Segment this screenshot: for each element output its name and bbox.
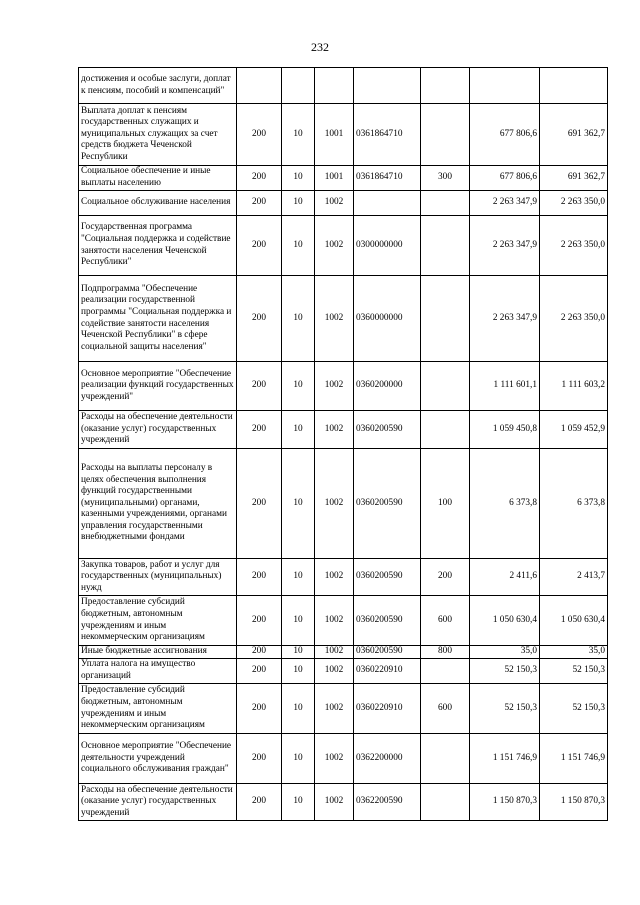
row-target-article-cell: 0360200590 bbox=[354, 411, 421, 449]
row-subsection-cell: 1002 bbox=[315, 559, 354, 596]
row-code-a-cell: 200 bbox=[237, 659, 282, 684]
table-row bbox=[79, 659, 608, 684]
row-section-cell: 10 bbox=[282, 449, 315, 559]
row-name-cell: достижения и особые заслуги, доплат к пенсиям, пособий и компенсаций" bbox=[79, 68, 237, 104]
row-expense-type-cell: 800 bbox=[421, 646, 470, 659]
row-expense-type-cell bbox=[421, 68, 470, 104]
row-expense-type-cell bbox=[421, 191, 470, 216]
row-target-article-cell: 0360200590 bbox=[354, 449, 421, 559]
budget-table bbox=[78, 67, 608, 821]
row-target-article-cell bbox=[354, 191, 421, 216]
row-subsection-cell: 1002 bbox=[315, 659, 354, 684]
row-code-a-cell: 200 bbox=[237, 646, 282, 659]
row-section-cell: 10 bbox=[282, 559, 315, 596]
row-subsection-cell: 1002 bbox=[315, 216, 354, 276]
row-name-cell: Социальное обслуживание населения bbox=[79, 191, 237, 216]
row-subsection-cell: 1002 bbox=[315, 734, 354, 784]
row-target-article-cell: 0360220910 bbox=[354, 659, 421, 684]
row-amount-2-cell: 6 373,8 bbox=[540, 449, 608, 559]
row-expense-type-cell bbox=[421, 734, 470, 784]
row-expense-type-cell bbox=[421, 276, 470, 362]
table-row bbox=[79, 734, 608, 784]
row-expense-type-cell bbox=[421, 659, 470, 684]
row-amount-2-cell: 2 413,7 bbox=[540, 559, 608, 596]
table-row bbox=[79, 166, 608, 191]
row-amount-1-cell: 35,0 bbox=[470, 646, 540, 659]
row-name-cell: Выплата доплат к пенсиям государственных служащих и муниципальных служащих за счет средств бюджета Чеченской Республики bbox=[79, 104, 237, 166]
row-target-article-cell: 0300000000 bbox=[354, 216, 421, 276]
row-code-a-cell: 200 bbox=[237, 784, 282, 821]
row-target-article-cell: 0361864710 bbox=[354, 166, 421, 191]
row-expense-type-cell: 300 bbox=[421, 166, 470, 191]
row-subsection-cell: 1002 bbox=[315, 646, 354, 659]
row-section-cell bbox=[282, 68, 315, 104]
row-name-cell: Расходы на обеспечение деятельности (оказание услуг) государственных учреждений bbox=[79, 411, 237, 449]
row-amount-2-cell: 52 150,3 bbox=[540, 684, 608, 734]
row-code-a-cell: 200 bbox=[237, 684, 282, 734]
table-row bbox=[79, 684, 608, 734]
row-amount-1-cell: 677 806,6 bbox=[470, 166, 540, 191]
row-name-cell: Социальное обеспечение и иные выплаты населению bbox=[79, 166, 237, 191]
row-amount-2-cell: 1 050 630,4 bbox=[540, 596, 608, 646]
row-target-article-cell: 0360000000 bbox=[354, 276, 421, 362]
table-row bbox=[79, 68, 608, 104]
row-amount-2-cell: 52 150,3 bbox=[540, 659, 608, 684]
row-expense-type-cell: 600 bbox=[421, 596, 470, 646]
row-amount-2-cell: 691 362,7 bbox=[540, 166, 608, 191]
row-code-a-cell bbox=[237, 68, 282, 104]
table-row bbox=[79, 596, 608, 646]
row-code-a-cell: 200 bbox=[237, 216, 282, 276]
table-row bbox=[79, 646, 608, 659]
row-name-cell: Уплата налога на имущество организаций bbox=[79, 659, 237, 684]
row-amount-1-cell: 2 263 347,9 bbox=[470, 191, 540, 216]
row-subsection-cell: 1002 bbox=[315, 276, 354, 362]
row-amount-1-cell: 2 263 347,9 bbox=[470, 276, 540, 362]
row-amount-1-cell: 1 150 870,3 bbox=[470, 784, 540, 821]
row-subsection-cell bbox=[315, 68, 354, 104]
row-subsection-cell: 1002 bbox=[315, 362, 354, 411]
table-row bbox=[79, 104, 608, 166]
row-code-a-cell: 200 bbox=[237, 734, 282, 784]
row-code-a-cell: 200 bbox=[237, 411, 282, 449]
row-amount-1-cell: 677 806,6 bbox=[470, 104, 540, 166]
row-section-cell: 10 bbox=[282, 784, 315, 821]
row-subsection-cell: 1002 bbox=[315, 596, 354, 646]
table-row bbox=[79, 784, 608, 821]
row-target-article-cell: 0362200000 bbox=[354, 734, 421, 784]
row-code-a-cell: 200 bbox=[237, 559, 282, 596]
row-name-cell: Закупка товаров, работ и услуг для государственных (муниципальных) нужд bbox=[79, 559, 237, 596]
row-section-cell: 10 bbox=[282, 104, 315, 166]
row-section-cell: 10 bbox=[282, 362, 315, 411]
row-subsection-cell: 1002 bbox=[315, 449, 354, 559]
row-section-cell: 10 bbox=[282, 216, 315, 276]
row-expense-type-cell bbox=[421, 104, 470, 166]
table-body bbox=[79, 68, 608, 821]
row-amount-2-cell: 1 059 452,9 bbox=[540, 411, 608, 449]
row-expense-type-cell: 200 bbox=[421, 559, 470, 596]
table-row bbox=[79, 216, 608, 276]
row-amount-1-cell: 1 050 630,4 bbox=[470, 596, 540, 646]
row-section-cell: 10 bbox=[282, 166, 315, 191]
row-section-cell: 10 bbox=[282, 596, 315, 646]
row-amount-2-cell: 1 150 870,3 bbox=[540, 784, 608, 821]
row-section-cell: 10 bbox=[282, 659, 315, 684]
row-target-article-cell: 0360200000 bbox=[354, 362, 421, 411]
row-name-cell: Предоставление субсидий бюджетным, автономным учреждениям и иным некоммерческим организациям bbox=[79, 596, 237, 646]
row-amount-2-cell: 1 151 746,9 bbox=[540, 734, 608, 784]
row-name-cell: Предоставление субсидий бюджетным, автономным учреждениям и иным некоммерческим организациям bbox=[79, 684, 237, 734]
row-target-article-cell: 0362200590 bbox=[354, 784, 421, 821]
row-amount-2-cell: 2 263 350,0 bbox=[540, 276, 608, 362]
row-subsection-cell: 1002 bbox=[315, 684, 354, 734]
page-number: 232 bbox=[311, 40, 329, 54]
row-amount-2-cell: 691 362,7 bbox=[540, 104, 608, 166]
row-name-cell: Иные бюджетные ассигнования bbox=[79, 646, 237, 659]
row-subsection-cell: 1002 bbox=[315, 191, 354, 216]
row-target-article-cell: 0361864710 bbox=[354, 104, 421, 166]
table-row bbox=[79, 276, 608, 362]
row-subsection-cell: 1001 bbox=[315, 166, 354, 191]
row-amount-2-cell: 35,0 bbox=[540, 646, 608, 659]
row-section-cell: 10 bbox=[282, 276, 315, 362]
table-row bbox=[79, 559, 608, 596]
row-amount-2-cell: 2 263 350,0 bbox=[540, 191, 608, 216]
row-amount-1-cell: 1 151 746,9 bbox=[470, 734, 540, 784]
row-code-a-cell: 200 bbox=[237, 362, 282, 411]
row-amount-2-cell: 2 263 350,0 bbox=[540, 216, 608, 276]
row-section-cell: 10 bbox=[282, 734, 315, 784]
row-code-a-cell: 200 bbox=[237, 596, 282, 646]
row-target-article-cell: 0360200590 bbox=[354, 559, 421, 596]
row-subsection-cell: 1002 bbox=[315, 411, 354, 449]
row-target-article-cell: 0360220910 bbox=[354, 684, 421, 734]
row-name-cell: Расходы на выплаты персоналу в целях обеспечения выполнения функций государственными (муниципальными) органами, казенными учреждениями, органами управления государственными внебюджетными фондами bbox=[79, 449, 237, 559]
row-expense-type-cell bbox=[421, 411, 470, 449]
row-section-cell: 10 bbox=[282, 684, 315, 734]
row-expense-type-cell bbox=[421, 362, 470, 411]
row-code-a-cell: 200 bbox=[237, 276, 282, 362]
row-amount-1-cell: 2 411,6 bbox=[470, 559, 540, 596]
row-name-cell: Подпрограмма "Обеспечение реализации государственной программы "Социальная поддержка и содействие занятости населения Чеченской Республики" в сфере социальной защиты населения" bbox=[79, 276, 237, 362]
row-target-article-cell: 0360200590 bbox=[354, 646, 421, 659]
table-row bbox=[79, 362, 608, 411]
row-code-a-cell: 200 bbox=[237, 191, 282, 216]
row-amount-1-cell: 52 150,3 bbox=[470, 659, 540, 684]
table-row bbox=[79, 191, 608, 216]
table-row bbox=[79, 449, 608, 559]
row-expense-type-cell: 100 bbox=[421, 449, 470, 559]
row-subsection-cell: 1002 bbox=[315, 784, 354, 821]
row-name-cell: Расходы на обеспечение деятельности (оказание услуг) государственных учреждений bbox=[79, 784, 237, 821]
table-row bbox=[79, 411, 608, 449]
row-expense-type-cell bbox=[421, 216, 470, 276]
row-name-cell: Основное мероприятие "Обеспечение деятельности учреждений социального обслуживания граждан" bbox=[79, 734, 237, 784]
row-subsection-cell: 1001 bbox=[315, 104, 354, 166]
row-section-cell: 10 bbox=[282, 411, 315, 449]
row-section-cell: 10 bbox=[282, 646, 315, 659]
row-section-cell: 10 bbox=[282, 191, 315, 216]
row-amount-1-cell bbox=[470, 68, 540, 104]
row-expense-type-cell bbox=[421, 784, 470, 821]
row-name-cell: Государственная программа "Социальная поддержка и содействие занятости населения Чеченской Республики" bbox=[79, 216, 237, 276]
row-amount-1-cell: 52 150,3 bbox=[470, 684, 540, 734]
row-amount-1-cell: 1 111 601,1 bbox=[470, 362, 540, 411]
row-amount-1-cell: 6 373,8 bbox=[470, 449, 540, 559]
row-target-article-cell bbox=[354, 68, 421, 104]
row-amount-2-cell: 1 111 603,2 bbox=[540, 362, 608, 411]
row-amount-1-cell: 2 263 347,9 bbox=[470, 216, 540, 276]
row-target-article-cell: 0360200590 bbox=[354, 596, 421, 646]
row-amount-2-cell bbox=[540, 68, 608, 104]
row-code-a-cell: 200 bbox=[237, 104, 282, 166]
row-name-cell: Основное мероприятие "Обеспечение реализации функций государственных учреждений" bbox=[79, 362, 237, 411]
row-code-a-cell: 200 bbox=[237, 449, 282, 559]
row-expense-type-cell: 600 bbox=[421, 684, 470, 734]
row-code-a-cell: 200 bbox=[237, 166, 282, 191]
row-amount-1-cell: 1 059 450,8 bbox=[470, 411, 540, 449]
